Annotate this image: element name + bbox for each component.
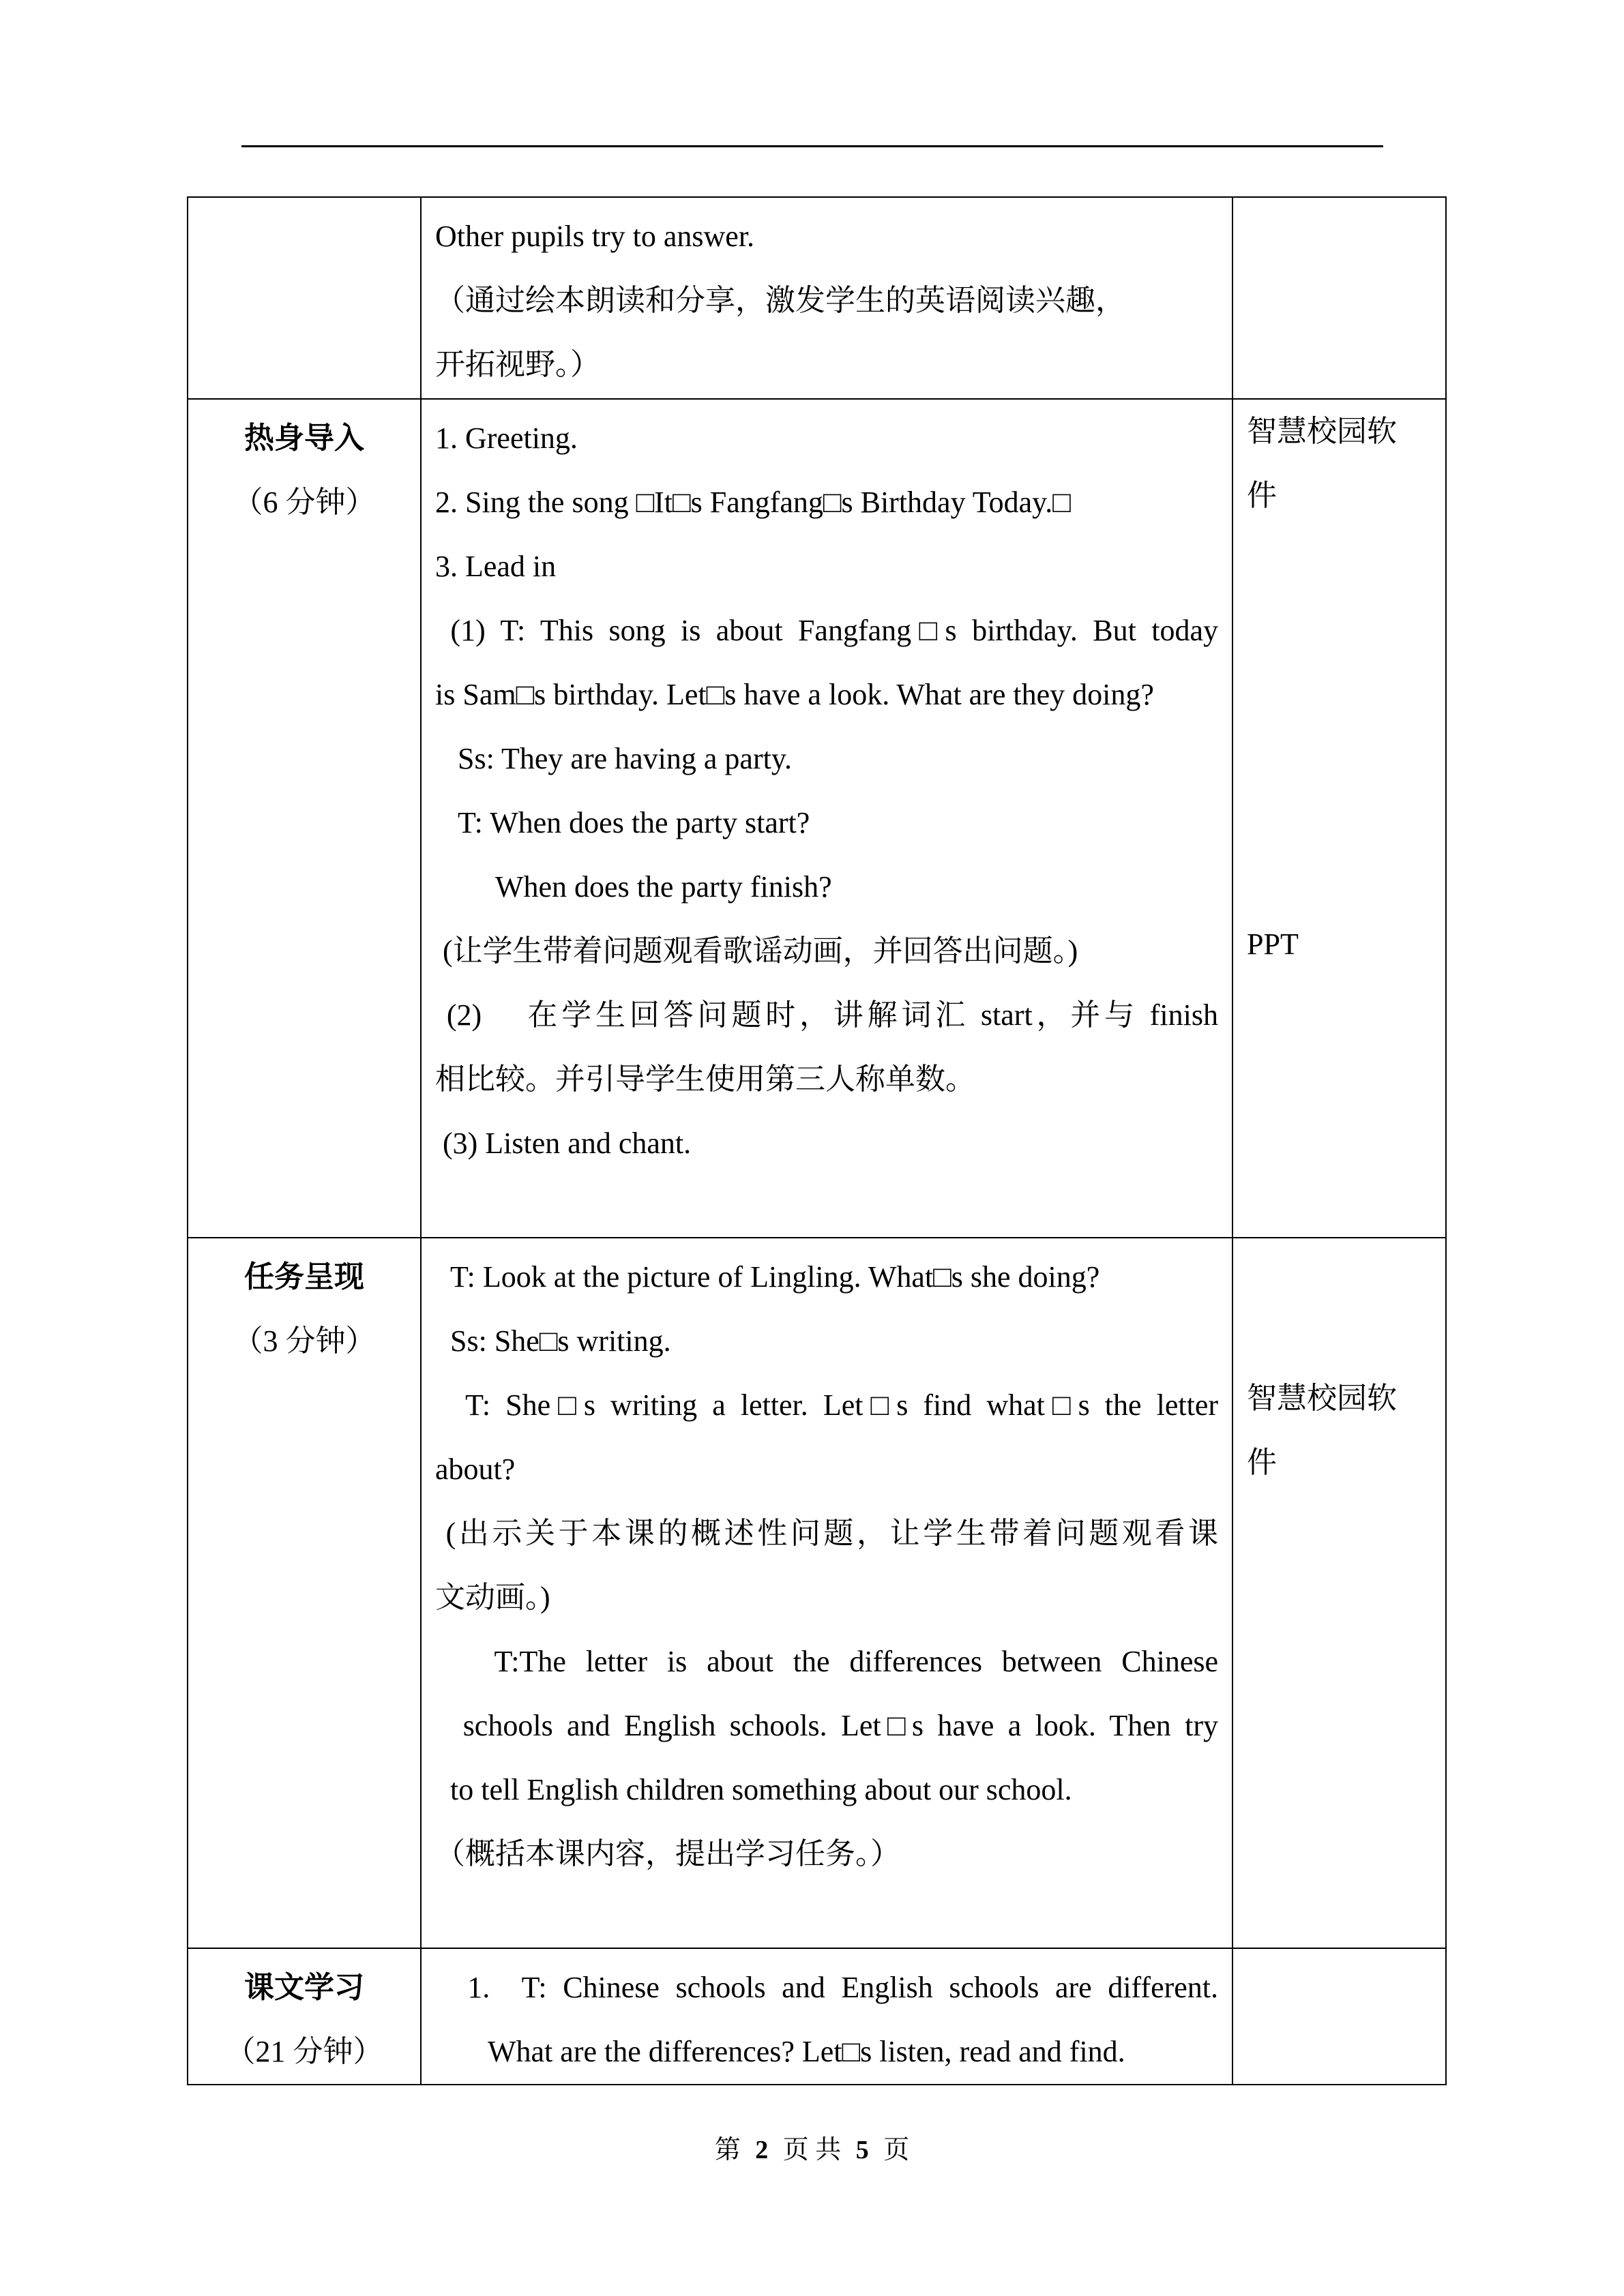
footer-middle: 页 共 <box>782 2136 842 2164</box>
content-line: (让学生带着问题观看歌谣动画，并回答出问题。) <box>435 934 1078 968</box>
resource-cell <box>1232 197 1446 399</box>
page-number: 2 <box>755 2136 769 2164</box>
content-line: (出示关于本课的概述性问题，让学生带着问题观看课 <box>435 1517 1219 1550</box>
content-cell <box>421 1238 1232 1948</box>
content-line: schools and English schools. Let□s have a look. Then try <box>435 1709 1219 1742</box>
lesson-plan-table <box>187 196 1447 2085</box>
table-row <box>188 399 1446 1238</box>
content-line: 相比较。并引导学生使用第三人称单数。 <box>435 1062 975 1096</box>
content-line: is Sam□s birthday. Let□s have a look. What are they doing? <box>435 678 1154 711</box>
resource-cell <box>1232 1238 1446 1948</box>
resource-line: 件 <box>1247 1446 1277 1479</box>
resource-cell <box>1232 399 1446 1238</box>
content-line: What are the differences? Let□s listen, read and find. <box>435 2035 1125 2068</box>
page-footer <box>0 2132 1624 2168</box>
header-rule <box>241 145 1383 147</box>
content-line: Ss: They are having a party. <box>435 742 792 775</box>
content-line: (1) T: This song is about Fangfang□s birthday. But today <box>435 614 1219 647</box>
content-line: （概括本课内容，提出学习任务。） <box>435 1837 900 1870</box>
resource-line <box>1247 592 1432 656</box>
resource-line: 件 <box>1247 479 1277 512</box>
resource-line <box>1247 656 1432 720</box>
footer-prefix: 第 <box>714 2136 741 2164</box>
content-line: (2) 在学生回答问题时，讲解词汇 start，并与 finish <box>435 998 1218 1032</box>
content-line: T: She□s writing a letter. Let□s find what□s the letter <box>435 1388 1219 1422</box>
resource-line <box>1247 528 1432 592</box>
stage-time: （3 分钟） <box>233 1324 376 1358</box>
footer-suffix: 页 <box>883 2136 910 2164</box>
resource-line <box>1247 1238 1432 1302</box>
stage-time: （21 分钟） <box>225 2035 383 2068</box>
stage-title: 任务呈现 <box>244 1260 364 1294</box>
resource-line <box>1247 848 1432 912</box>
content-cell <box>421 1948 1232 2085</box>
content-line: 1. T: Chinese schools and English schools are different. <box>435 1971 1218 2004</box>
content-line: to tell English children something about our school. <box>435 1773 1072 1806</box>
stage-time: （6 分钟） <box>233 486 376 519</box>
resource-line: 智慧校园软 <box>1247 1382 1397 1415</box>
content-line: 2. Sing the song □It□s Fangfang□s Birthday Today.□ <box>435 486 1071 519</box>
content-cell <box>421 399 1232 1238</box>
content-line: (3) Listen and chant. <box>435 1127 692 1160</box>
table-row <box>188 1238 1446 1948</box>
resource-line: 智慧校园软 <box>1247 415 1397 448</box>
stage-title: 热身导入 <box>244 421 364 455</box>
resource-line <box>1247 720 1432 784</box>
content-line: T: When does the party start? <box>435 806 810 839</box>
content-line: 1. Greeting. <box>435 421 578 455</box>
content-line: Other pupils try to answer. <box>435 220 755 253</box>
content-line: When does the party finish? <box>435 870 832 904</box>
resource-line: PPT <box>1247 927 1299 961</box>
table-row <box>188 197 1446 399</box>
stage-cell <box>188 1948 421 2085</box>
total-pages: 5 <box>855 2136 869 2164</box>
table-row <box>188 1948 1446 2085</box>
content-line: T: Look at the picture of Lingling. What□s she doing? <box>435 1260 1100 1294</box>
stage-cell <box>188 399 421 1238</box>
content-line: （通过绘本朗读和分享，激发学生的英语阅读兴趣， <box>435 284 1125 317</box>
content-line: 3. Lead in <box>435 550 557 583</box>
stage-title: 课文学习 <box>244 1971 364 2004</box>
resource-line <box>1247 1302 1432 1367</box>
resource-cell <box>1232 1948 1446 2085</box>
content-line: T:The letter is about the differences between Chinese <box>435 1645 1219 1678</box>
content-line: Ss: She□s writing. <box>435 1324 671 1358</box>
stage-cell <box>188 1238 421 1948</box>
resource-line <box>1247 784 1432 848</box>
content-line: 开拓视野。） <box>435 348 600 381</box>
content-line: about? <box>435 1452 516 1486</box>
content-line: 文动画。) <box>435 1581 550 1614</box>
content-cell <box>421 197 1232 399</box>
stage-cell <box>188 197 421 399</box>
